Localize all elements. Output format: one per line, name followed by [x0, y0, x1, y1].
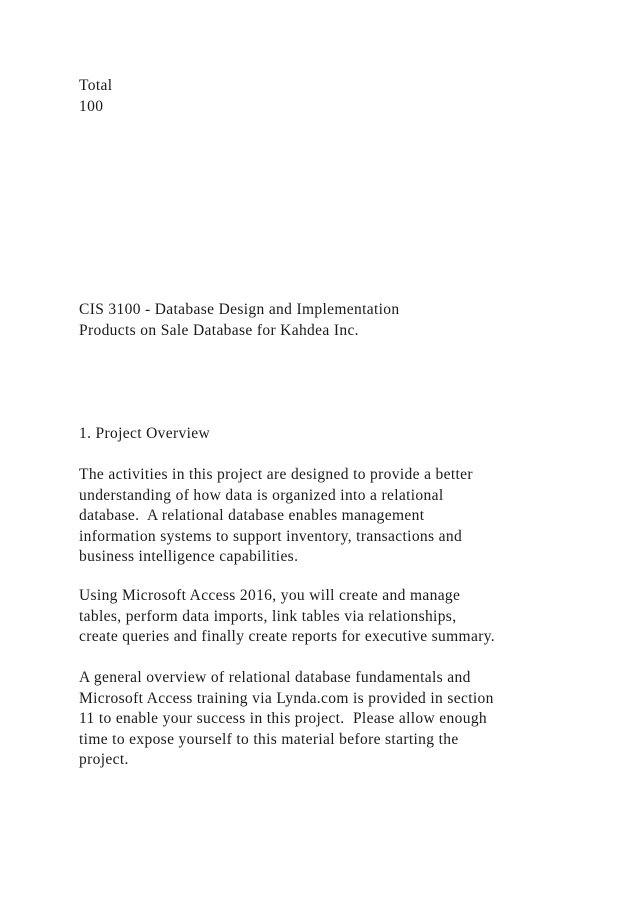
paragraph-training	[79, 668, 494, 771]
paragraph-line: time to expose yourself to this material before starting the	[79, 730, 459, 748]
section-heading	[79, 424, 210, 445]
total-score-block	[79, 76, 112, 117]
total-label: Total	[79, 77, 113, 94]
total-value: 100	[79, 97, 104, 115]
paragraph-access-tasks	[79, 586, 495, 648]
section-heading-text: 1. Project Overview	[79, 425, 211, 442]
paragraph-line: Microsoft Access training via Lynda.com is provided in section	[79, 689, 494, 707]
course-title: CIS 3100 - Database Design and Implementation	[79, 301, 400, 318]
paragraph-overview	[79, 465, 473, 568]
paragraph-line: Using Microsoft Access 2016, you will create and manage	[79, 587, 461, 604]
paragraph-line: tables, perform data imports, link tables via relationships,	[79, 607, 457, 625]
paragraph-line: create queries and finally create reports for executive summary.	[79, 628, 496, 645]
paragraph-line: The activities in this project are designed to provide a better	[79, 466, 473, 483]
paragraph-line: database. A relational database enables management	[79, 507, 425, 524]
paragraph-line: 11 to enable your success in this project. Please allow enough	[79, 710, 488, 727]
paragraph-line: A general overview of relational database fundamentals and	[79, 669, 471, 686]
project-subtitle: Products on Sale Database for Kahdea Inc.	[79, 321, 359, 339]
paragraph-line: business intelligence capabilities.	[79, 548, 299, 565]
project-title-block	[79, 300, 400, 341]
paragraph-line: project.	[79, 751, 129, 768]
paragraph-line: information systems to support inventory, transactions and	[79, 527, 463, 545]
paragraph-line: understanding of how data is organized into a relational	[79, 486, 444, 504]
